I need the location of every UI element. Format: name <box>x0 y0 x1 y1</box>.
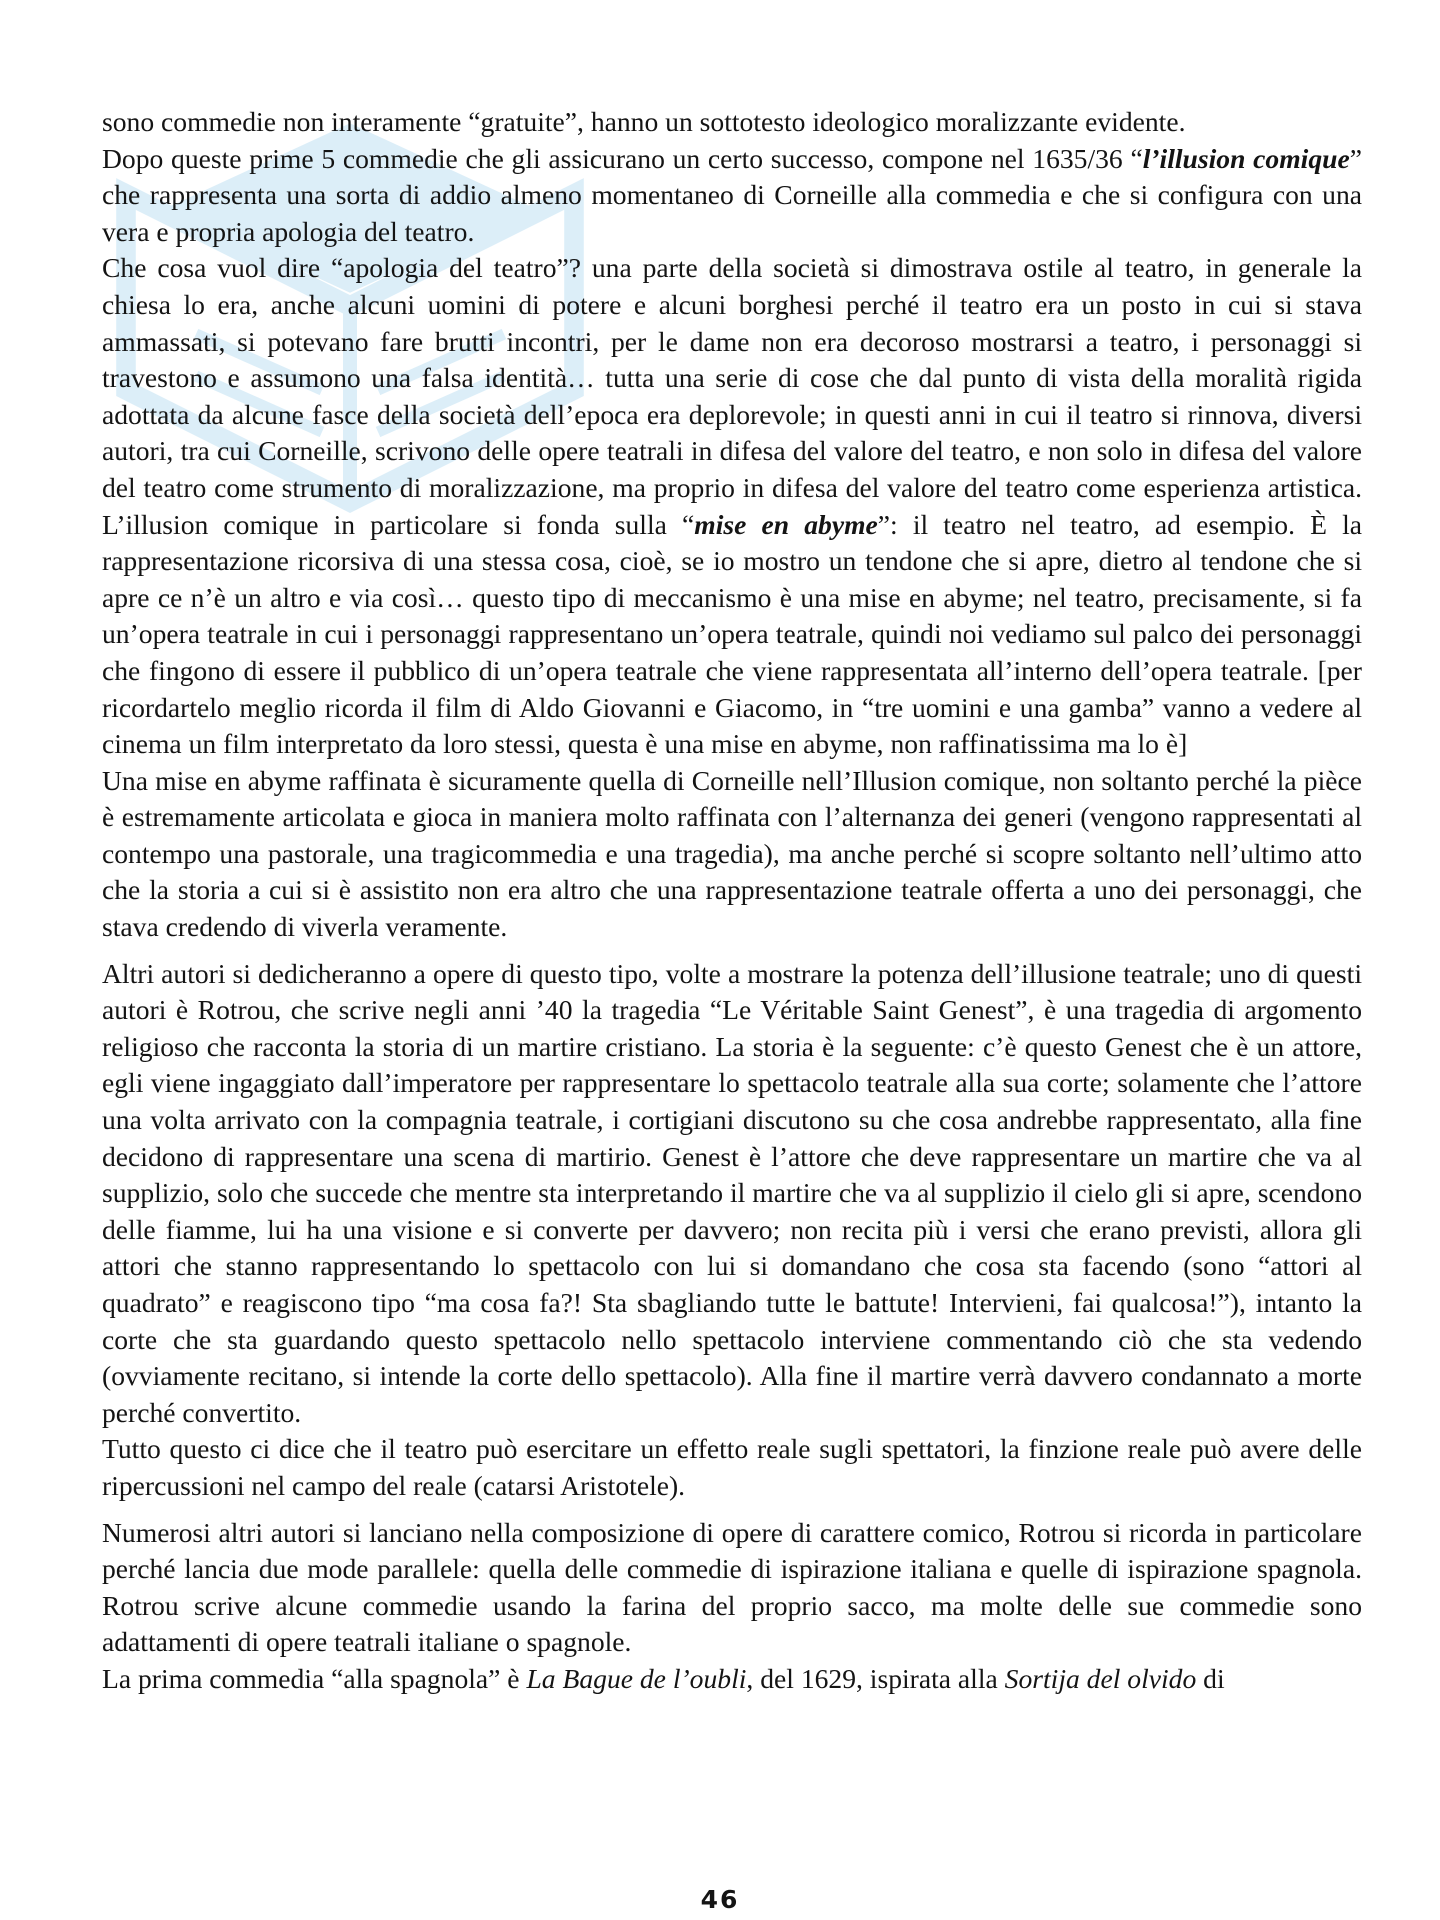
text-run: Tutto questo ci dice che il teatro può esercitare un effetto reale sugli spettatori, la finzione reale può avere delle ripercussioni nel campo del reale (catarsi Aristotele). <box>102 1433 1362 1501</box>
paragraph <box>102 104 1362 141</box>
paragraph <box>102 250 1362 762</box>
text-run: ” che rappresenta una sorta di addio almeno momentaneo di Corneille alla commedia e che si configura con una vera e propria apologia del teatro. <box>102 142 1362 247</box>
page-body-text <box>102 104 1362 1698</box>
text-run: di <box>1196 1662 1225 1694</box>
italic-title: La Bague de l’oubli <box>526 1662 747 1694</box>
text-run: Dopo queste prime 5 commedie che gli assicurano un certo successo, compone nel 1635/36 “ <box>102 142 1143 174</box>
bold-italic-term: mise en abyme <box>694 508 878 540</box>
text-run: ”: il teatro nel teatro, ad esempio. È la rappresentazione ricorsiva di una stessa cosa, cioè, se io mostro un tendone che si apre, dietro al tendone che si apre ce n’è un altro e via così… questo tipo di meccanismo è una mise en abyme; nel teatro, precisamente, si fa un’opera teatrale in cui i personaggi rappresentano un’opera teatrale, quindi noi vediamo sul palco dei personaggi che fingono di essere il pubblico di un’opera teatrale che viene rappresentata all’interno dell’opera teatrale. [per ricordartelo meglio ricorda il film di Aldo Giovanni e Giacomo, in “tre uomini e una gamba” vanno a vedere al cinema un film interpretato da loro stessi, questa è una mise en abyme, non raffinatissima ma lo è] <box>102 508 1362 760</box>
text-run: La prima commedia “alla spagnola” è <box>102 1662 527 1694</box>
paragraph <box>102 1515 1362 1661</box>
text-run: Che cosa vuol dire “apologia del teatro”? una parte della società si dimostrava ostile al teatro, in generale la chiesa lo era, anche alcuni uomini di potere e alcuni borghesi perché il teatro era un posto in cui si stava ammassati, si potevano fare brutti incontri, per le dame non era decoroso mostrarsi a teatro, i personaggi si travestono e assumono una falsa identità… tutta una serie di cose che dal punto di vista della moralità rigida adottata da alcune fasce della società dell’epoca era deplorevole; in questi anni in cui il teatro si rinnova, diversi autori, tra cui Corneille, scrivono delle opere teatrali in difesa del valore del teatro, e non solo in difesa del valore del teatro come strumento di moralizzazione, ma proprio in difesa del valore del teatro come esperienza artistica. L’illusion comique in particolare si fonda sulla “ <box>102 252 1362 540</box>
text-run: , del 1629, ispirata alla <box>746 1662 1005 1694</box>
paragraph <box>102 763 1362 946</box>
bold-italic-term: l’illusion comique <box>1142 142 1350 174</box>
text-run: Numerosi altri autori si lanciano nella composizione di opere di carattere comico, Rotrou si ricorda in particolare perché lancia due mode parallele: quella delle commedie di ispirazione italiana e quelle di ispirazione spagnola. Rotrou scrive alcune commedie usando la farina del proprio sacco, ma molte delle sue commedie sono adattamenti di opere teatrali italiane o spagnole. <box>102 1516 1362 1658</box>
text-run: sono commedie non interamente “gratuite”, hanno un sottotesto ideologico moralizzante evidente. <box>102 106 1186 137</box>
italic-title: Sortija del olvido <box>1004 1662 1197 1694</box>
text-run: Una mise en abyme raffinata è sicuramente quella di Corneille nell’Illusion comique, non soltanto perché la pièce è estremamente articolata e gioca in maniera molto raffinata con l’alternanza dei generi (vengono rappresentati al contempo una pastorale, una tragicommedia e una tragedia), ma anche perché si scopre soltanto nell’ultimo atto che la storia a cui si è assistito non era altro che una rappresentazione teatrale offerta a uno dei personaggi, che stava credendo di viverla veramente. <box>102 764 1362 943</box>
paragraph <box>102 1431 1362 1504</box>
paragraph <box>102 956 1362 1432</box>
paragraph <box>102 1661 1362 1698</box>
text-run: Altri autori si dedicheranno a opere di questo tipo, volte a mostrare la potenza dell’illusione teatrale; uno di questi autori è Rotrou, che scrive negli anni ’40 la tragedia “Le Véritable Saint Genest”, è una tragedia di argomento religioso che racconta la storia di un martire cristiano. La storia è la seguente: c’è questo Genest che è un attore, egli viene ingaggiato dall’imperatore per rappresentare lo spettacolo teatrale alla sua corte; solamente che l’attore una volta arrivato con la compagnia teatrale, i cortigiani discutono su che cosa andrebbe rappresentato, alla fine decidono di rappresentare una scena di martirio. Genest è l’attore che deve rappresentare un martire che va al supplizio, solo che succede che mentre sta interpretando il martire che va al supplizio il cielo gli si apre, scendono delle fiamme, lui ha una visione e si converte per davvero; non recita più i versi che erano previsti, allora gli attori che stanno rappresentando lo spettacolo con lui si domandano che cosa sta facendo (sono “attori al quadrato” e reagiscono tipo “ma cosa fa?! Sta sbagliando tutte le battute! Intervieni, fai qualcosa!”), intanto la corte che sta guardando questo spettacolo nello spettacolo interviene commentando ciò che sta vedendo (ovviamente recitano, si intende la corte dello spettacolo). Alla fine il martire verrà davvero condannato a morte perché convertito. <box>102 957 1362 1428</box>
paragraph <box>102 141 1362 251</box>
page-number: 46 <box>700 1885 740 1914</box>
